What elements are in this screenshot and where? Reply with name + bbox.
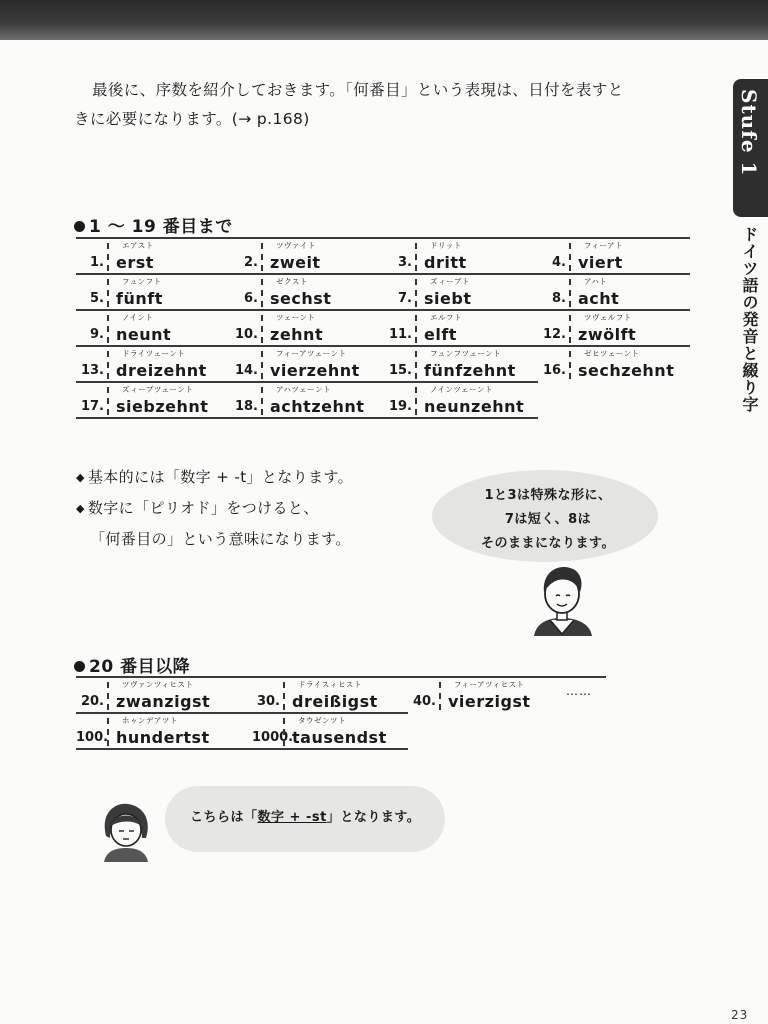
ordinal-word: viert bbox=[578, 253, 623, 272]
dashed-divider bbox=[415, 387, 417, 415]
ordinal-number: 9. bbox=[90, 327, 104, 342]
section-heading-1-19 bbox=[74, 212, 233, 237]
intro-line-1: 最後に、序数を紹介しておきます。「何番目」という表現は、日付を表すと bbox=[92, 81, 624, 99]
note-text: 基本的には「数字 + -t」となります。 bbox=[87, 468, 354, 486]
dashed-divider bbox=[261, 387, 263, 415]
chapter-title: ドイツ語の発音と綴り字 bbox=[740, 226, 759, 413]
ordinal-number: 1. bbox=[90, 255, 104, 270]
table-cell bbox=[384, 311, 538, 345]
ordinal-number: 12. bbox=[542, 327, 566, 342]
reading-kana: フィーアツェーント bbox=[276, 349, 347, 358]
reading-kana: エルフト bbox=[430, 313, 462, 322]
note-text-continued: 「何番目の」という意味になります。 bbox=[90, 530, 351, 548]
table-cell bbox=[384, 347, 538, 381]
table-cell bbox=[230, 275, 384, 309]
table-row bbox=[76, 237, 690, 273]
ordinal-word: achtzehnt bbox=[270, 397, 365, 416]
ordinal-number: 8. bbox=[552, 291, 566, 306]
dashed-divider bbox=[283, 682, 285, 710]
diamond-bullet-icon: ◆ bbox=[76, 471, 85, 484]
dashed-divider bbox=[107, 682, 109, 710]
ordinal-table-20-plus bbox=[76, 676, 606, 750]
boy-character-illustration bbox=[528, 558, 598, 636]
reading-kana: フィーアツィヒスト bbox=[454, 680, 525, 689]
ordinal-number: 19. bbox=[388, 399, 412, 414]
reading-kana: ノインツェーント bbox=[430, 385, 493, 394]
table-cell bbox=[230, 239, 384, 273]
reading-kana: エアスト bbox=[122, 241, 154, 250]
bullet-dot-icon bbox=[74, 221, 85, 232]
ordinal-word: fünfzehnt bbox=[424, 361, 516, 380]
ordinal-word: zwanzigst bbox=[116, 692, 211, 711]
dashed-divider bbox=[107, 315, 109, 343]
ordinal-word: fünft bbox=[116, 289, 163, 308]
ordinal-table-1-19 bbox=[76, 237, 690, 419]
notes-block bbox=[76, 462, 353, 555]
continuation-dots: …… bbox=[566, 684, 592, 698]
ordinal-word: zweit bbox=[270, 253, 321, 272]
speech-text-highlight: 数字 + -st bbox=[257, 810, 327, 825]
dashed-divider bbox=[107, 387, 109, 415]
table-cell bbox=[538, 239, 690, 273]
ordinal-number: 13. bbox=[80, 363, 104, 378]
dashed-divider bbox=[415, 279, 417, 307]
table-cell bbox=[76, 383, 230, 417]
dashed-divider bbox=[415, 315, 417, 343]
ordinal-word: acht bbox=[578, 289, 620, 308]
ordinal-word: vierzigst bbox=[448, 692, 531, 711]
dashed-divider bbox=[261, 315, 263, 343]
table-cell bbox=[384, 383, 538, 417]
dashed-divider bbox=[107, 279, 109, 307]
table-cell bbox=[384, 239, 538, 273]
table-cell bbox=[538, 347, 690, 381]
section-heading-text: 20 番目以降 bbox=[89, 657, 191, 677]
note-item bbox=[76, 462, 353, 493]
dashed-divider bbox=[569, 243, 571, 271]
reading-kana: アハツェーント bbox=[276, 385, 331, 394]
table-row bbox=[76, 676, 606, 712]
page-number: 23 bbox=[731, 1008, 749, 1022]
reading-kana: ドライツェーント bbox=[122, 349, 186, 358]
ordinal-word: dritt bbox=[424, 253, 467, 272]
ordinal-number: 40. bbox=[412, 694, 436, 709]
reading-kana: ズィーブト bbox=[430, 277, 470, 286]
bullet-dot-icon bbox=[74, 661, 85, 672]
reading-kana: フュンフツェーント bbox=[430, 349, 502, 358]
chapter-tab bbox=[733, 79, 768, 217]
reading-kana: ノイント bbox=[122, 313, 154, 322]
ordinal-number: 17. bbox=[80, 399, 104, 414]
table-cell bbox=[538, 275, 690, 309]
ordinal-number: 100. bbox=[76, 730, 109, 745]
table-cell bbox=[230, 311, 384, 345]
ordinal-number: 3. bbox=[398, 255, 412, 270]
note-item bbox=[76, 493, 353, 524]
table-row bbox=[76, 712, 408, 750]
table-cell bbox=[230, 347, 384, 381]
chapter-tab-label: Stufe 1 bbox=[737, 89, 761, 177]
ordinal-word: dreizehnt bbox=[116, 361, 207, 380]
reading-kana: ゼヒツェーント bbox=[584, 349, 640, 358]
table-row bbox=[76, 381, 538, 419]
ordinal-number: 2. bbox=[244, 255, 258, 270]
dashed-divider bbox=[569, 351, 571, 379]
ordinal-word: sechzehnt bbox=[578, 361, 675, 380]
ordinal-word: hundertst bbox=[116, 728, 210, 747]
dashed-divider bbox=[107, 351, 109, 379]
ordinal-number: 14. bbox=[234, 363, 258, 378]
speech-line: 1と3は特殊な形に、 bbox=[484, 488, 612, 503]
ordinal-word: zehnt bbox=[270, 325, 324, 344]
dashed-divider bbox=[261, 351, 263, 379]
table-cell bbox=[538, 311, 690, 345]
diamond-bullet-icon: ◆ bbox=[76, 502, 85, 515]
table-cell bbox=[76, 347, 230, 381]
ordinal-number: 20. bbox=[80, 694, 104, 709]
dashed-divider bbox=[439, 682, 441, 710]
section-heading-20-plus bbox=[74, 652, 190, 677]
reading-kana: ツェーント bbox=[276, 313, 316, 322]
ordinal-word: dreißigst bbox=[292, 692, 378, 711]
table-cell bbox=[252, 714, 408, 748]
dashed-divider bbox=[569, 279, 571, 307]
ordinal-number: 15. bbox=[388, 363, 412, 378]
reading-kana: アハト bbox=[584, 277, 608, 286]
ordinal-word: zwölft bbox=[578, 325, 637, 344]
table-row bbox=[76, 309, 690, 345]
reading-kana: ツヴェルフト bbox=[584, 313, 632, 322]
table-cell bbox=[384, 275, 538, 309]
reading-kana: ズィーブツェーント bbox=[122, 385, 194, 394]
reading-kana: タウゼンツト bbox=[298, 716, 346, 725]
girl-character-illustration bbox=[96, 800, 156, 862]
ordinal-number: 11. bbox=[388, 327, 412, 342]
ordinal-number: 1000. bbox=[252, 730, 294, 745]
ordinal-number: 6. bbox=[244, 291, 258, 306]
dashed-divider bbox=[261, 243, 263, 271]
ordinal-word: neunzehnt bbox=[424, 397, 525, 416]
ordinal-word: erst bbox=[116, 253, 154, 272]
reading-kana: ドリット bbox=[430, 241, 462, 250]
ordinal-number: 18. bbox=[234, 399, 258, 414]
table-cell bbox=[76, 678, 252, 712]
dashed-divider bbox=[107, 243, 109, 271]
table-cell bbox=[76, 311, 230, 345]
dashed-divider bbox=[283, 718, 285, 746]
ordinal-word: elft bbox=[424, 325, 457, 344]
table-cell bbox=[76, 239, 230, 273]
reading-kana: フィーアト bbox=[584, 241, 624, 250]
table-row bbox=[76, 345, 690, 381]
table-cell bbox=[230, 383, 384, 417]
ordinal-word: sechst bbox=[270, 289, 332, 308]
reading-kana: フュンフト bbox=[122, 277, 162, 286]
speech-line: そのままになります。 bbox=[481, 536, 615, 551]
dashed-divider bbox=[415, 243, 417, 271]
reading-kana: ホゥンデアツト bbox=[122, 716, 178, 725]
ordinal-number: 10. bbox=[234, 327, 258, 342]
speech-line: 7は短く、8は bbox=[504, 512, 592, 527]
ordinal-number: 5. bbox=[90, 291, 104, 306]
ordinal-word: neunt bbox=[116, 325, 172, 344]
dashed-divider bbox=[107, 718, 109, 746]
ordinal-number: 4. bbox=[552, 255, 566, 270]
speech-text-prefix: こちらは「 bbox=[190, 810, 258, 825]
ordinal-word: tausendst bbox=[292, 728, 387, 747]
note-text: 数字に「ピリオド」をつけると、 bbox=[87, 499, 319, 517]
speech-bubble-text bbox=[448, 484, 648, 556]
dashed-divider bbox=[569, 315, 571, 343]
speech-text-suffix: 」となります。 bbox=[326, 810, 421, 825]
intro-line-2: きに必要になります。(→ p.168) bbox=[74, 110, 310, 128]
ordinal-number: 16. bbox=[542, 363, 566, 378]
table-row bbox=[76, 273, 690, 309]
speech-bubble-text bbox=[190, 806, 420, 825]
intro-paragraph bbox=[74, 76, 704, 134]
reading-kana: ドライスィヒスト bbox=[298, 680, 362, 689]
dashed-divider bbox=[415, 351, 417, 379]
reading-kana: ツヴァイト bbox=[276, 241, 316, 250]
dashed-divider bbox=[261, 279, 263, 307]
table-cell bbox=[76, 275, 230, 309]
ordinal-word: vierzehnt bbox=[270, 361, 360, 380]
section-heading-text: 1 〜 19 番目まで bbox=[89, 217, 233, 237]
table-cell bbox=[252, 678, 408, 712]
table-cell bbox=[76, 714, 252, 748]
ordinal-number: 7. bbox=[398, 291, 412, 306]
reading-kana: ゼクスト bbox=[276, 277, 308, 286]
ordinal-word: siebt bbox=[424, 289, 472, 308]
ordinal-word: siebzehnt bbox=[116, 397, 209, 416]
reading-kana: ツヴァンツィヒスト bbox=[122, 680, 194, 689]
ordinal-number: 30. bbox=[256, 694, 280, 709]
